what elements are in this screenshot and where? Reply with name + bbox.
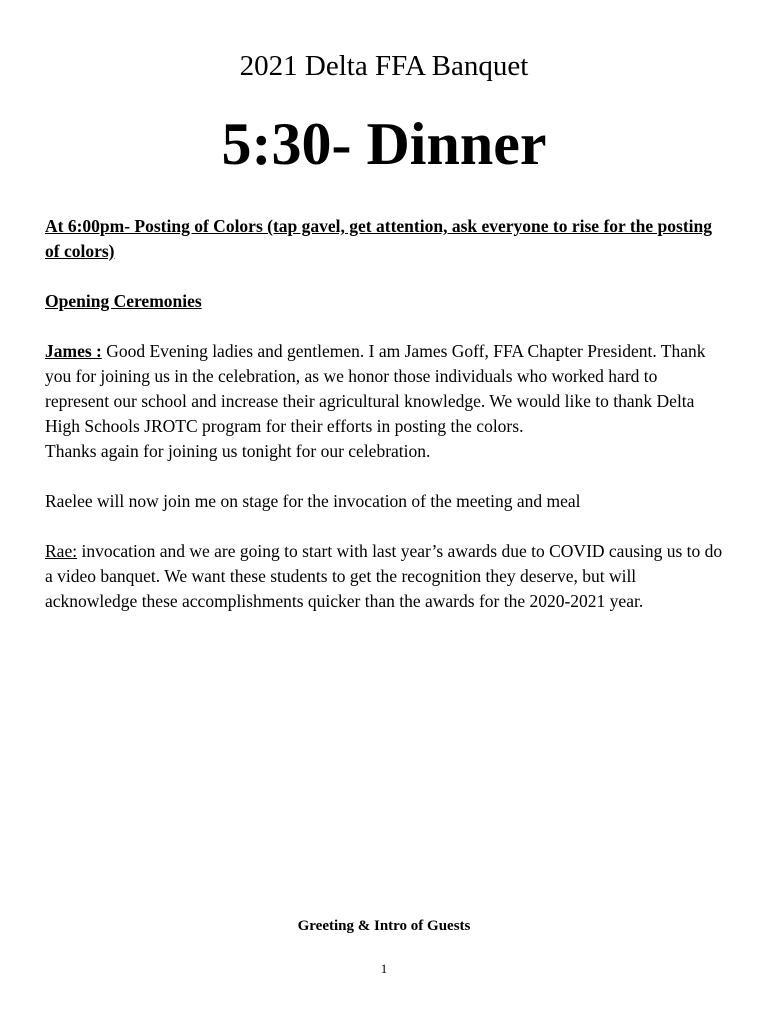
- greeting-intro-heading: Greeting & Intro of Guests: [297, 918, 471, 934]
- paragraph-gap: [45, 264, 725, 289]
- james-speaker-label: James :: [45, 341, 102, 361]
- paragraph-gap: [45, 464, 725, 489]
- dinner-headline: 5:30- Dinner: [221, 111, 547, 177]
- document-title: 2021 Delta FFA Banquet: [239, 50, 529, 82]
- rae-speech-text: invocation and we are going to start with last year’s awards due to COVID causing us to do a video banquet. We want these students to get the recognition they deserve, but will acknowledge these accomplishments quicker than the awards for the 2020-2021 year.: [45, 541, 723, 611]
- posting-of-colors-heading: At 6:00pm- Posting of Colors (tap gavel, get attention, ask everyone to rise for the posting of colors): [45, 216, 713, 261]
- page-number: 1: [380, 961, 388, 976]
- paragraph-gap: [45, 514, 725, 539]
- raelee-paragraph: Raelee will now join me on stage for the invocation of the meeting and meal: [45, 491, 581, 511]
- thanks-paragraph: Thanks again for joining us tonight for our celebration.: [45, 441, 431, 461]
- rae-speaker-label: Rae:: [45, 541, 78, 561]
- paragraph-gap: [45, 314, 725, 339]
- rae-paragraph: [45, 539, 725, 614]
- document-body: [45, 214, 725, 614]
- james-paragraph: [45, 339, 725, 439]
- opening-ceremonies-heading: Opening Ceremonies: [45, 291, 202, 311]
- james-speech-text: Good Evening ladies and gentlemen. I am James Goff, FFA Chapter President. Thank you for joining us in the celebration, as we honor those individuals who worked hard to represent our school and increase their agricultural knowledge. We would like to thank Delta High Schools JROTC program for their efforts in posting the colors.: [45, 341, 706, 436]
